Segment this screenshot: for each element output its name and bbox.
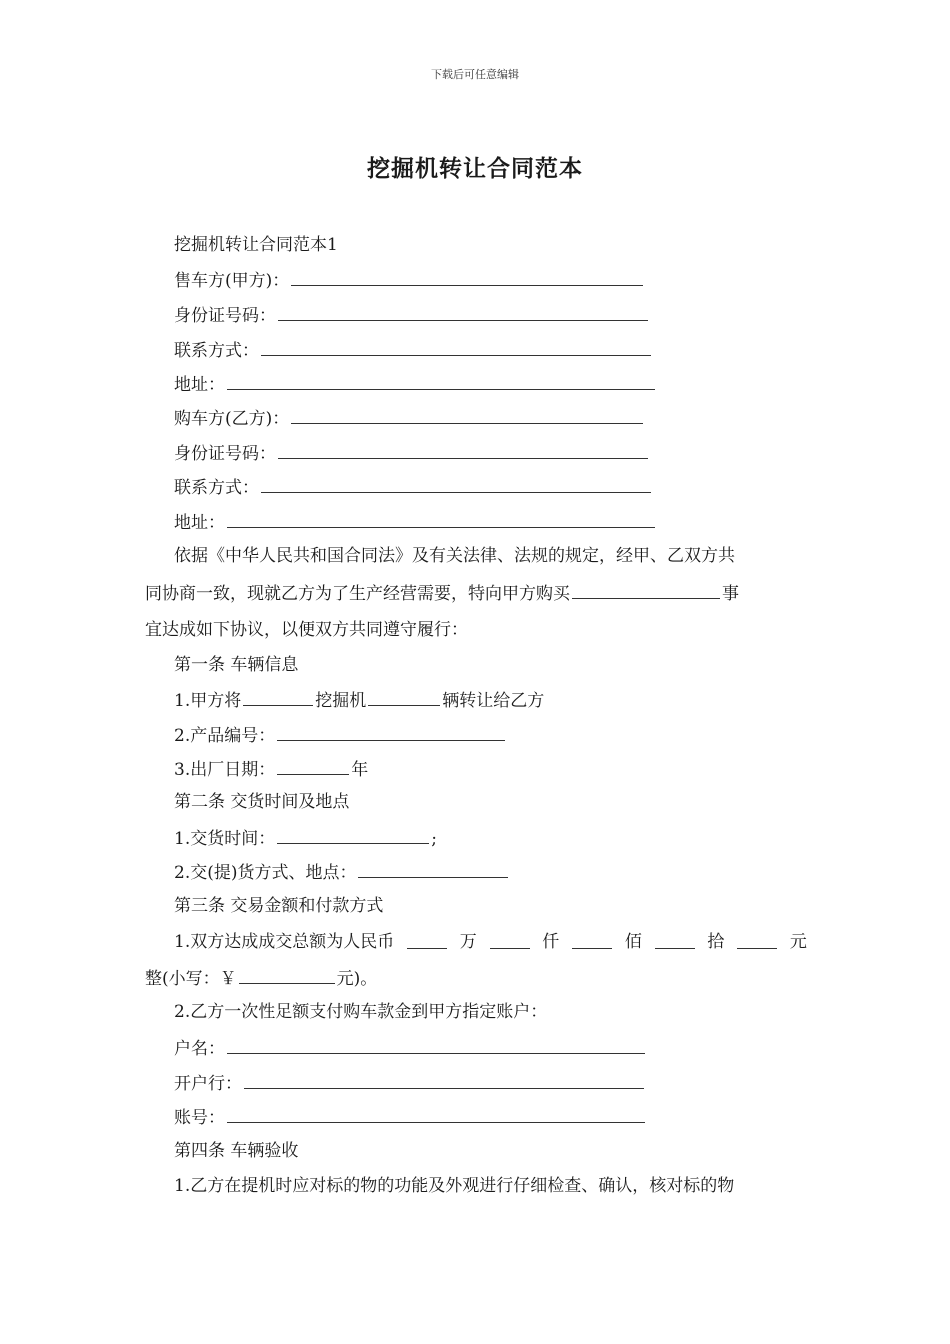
- article-3-item-1: [174, 929, 807, 955]
- buyer-party-label: 购车方(乙方)：: [174, 409, 290, 429]
- article-1-item-2: [174, 721, 507, 749]
- unit-yuan: 元: [789, 932, 807, 952]
- buyer-address-label: 地址：: [174, 513, 225, 533]
- article-1-item-3: [174, 755, 368, 783]
- lowercase-amount-label: 整(小写：￥: [145, 969, 237, 989]
- seller-party-row: [174, 266, 645, 294]
- quantity-blank-2: [368, 686, 440, 706]
- article-3-item-2: 2.乙方一次性足额支付购车款金到甲方指定账户：: [174, 1002, 548, 1022]
- delivery-time-label: 1.交货时间：: [174, 829, 276, 849]
- delivery-time-blank: [277, 824, 429, 844]
- lowercase-amount-blank: [239, 964, 335, 984]
- unit-bai: 佰: [624, 932, 642, 952]
- article-1-item-1: [174, 686, 544, 714]
- buyer-contact-label: 联系方式：: [174, 478, 259, 498]
- factory-date-label: 3.出厂日期：: [174, 760, 276, 780]
- seller-contact-row: [174, 336, 653, 364]
- product-number-blank: [277, 721, 505, 741]
- article-1-item-1-c: 辆转让给乙方: [442, 691, 545, 711]
- seller-contact-label: 联系方式：: [174, 341, 259, 361]
- total-amount-label: 1.双方达成成交总额为人民币: [174, 932, 395, 952]
- seller-id-blank: [278, 301, 648, 321]
- intro-line-2-end: 事: [722, 584, 739, 604]
- amount-wan-blank: [407, 929, 447, 949]
- seller-contact-blank: [261, 336, 651, 356]
- amount-shi-blank: [655, 929, 695, 949]
- seller-id-label: 身份证号码：: [174, 306, 276, 326]
- seller-address-blank: [227, 370, 655, 390]
- seller-party-blank: [291, 266, 643, 286]
- article-1-heading: 第一条 车辆信息: [174, 655, 299, 675]
- document-title: 挖掘机转让合同范本: [367, 155, 583, 182]
- delivery-place-blank: [358, 858, 508, 878]
- seller-party-label: 售车方(甲方)：: [174, 271, 290, 291]
- header-note: 下载后可任意编辑: [431, 68, 519, 81]
- factory-year-unit: 年: [351, 760, 369, 780]
- account-number-label: 账号：: [174, 1108, 225, 1128]
- intro-line-2-text: 同协商一致，现就乙方为了生产经营需要，特向甲方购买: [145, 584, 570, 604]
- account-number-row: [174, 1103, 647, 1131]
- unit-shi: 拾: [707, 932, 725, 952]
- subtitle: 挖掘机转让合同范本1: [174, 235, 338, 255]
- seller-id-row: [174, 301, 650, 329]
- buyer-party-row: [174, 404, 645, 432]
- account-name-blank: [227, 1034, 645, 1054]
- article-3-item-1-line-2: [145, 964, 377, 992]
- lowercase-amount-end: 元)。: [336, 969, 378, 989]
- account-name-row: [174, 1034, 647, 1062]
- account-number-blank: [227, 1103, 645, 1123]
- buyer-id-row: [174, 439, 650, 467]
- buyer-contact-blank: [261, 473, 651, 493]
- quantity-blank-1: [243, 686, 313, 706]
- article-2-item-1: [174, 824, 437, 852]
- seller-address-row: [174, 370, 657, 398]
- intro-line-3: 宜达成如下协议，以便双方共同遵守履行：: [145, 620, 468, 640]
- intro-line-2: [145, 579, 739, 607]
- product-number-label: 2.产品编号：: [174, 726, 276, 746]
- article-1-item-1-b: 挖掘机: [315, 691, 367, 711]
- delivery-time-end: ;: [431, 829, 437, 849]
- article-2-heading: 第二条 交货时间及地点: [174, 792, 350, 812]
- purchase-item-blank: [572, 579, 720, 599]
- bank-label: 开户行：: [174, 1074, 242, 1094]
- buyer-address-row: [174, 508, 657, 536]
- article-3-heading: 第三条 交易金额和付款方式: [174, 896, 384, 916]
- article-2-item-2: [174, 858, 510, 886]
- unit-wan: 万: [459, 932, 477, 952]
- factory-year-blank: [277, 755, 349, 775]
- article-4-heading: 第四条 车辆验收: [174, 1141, 299, 1161]
- intro-line-1: 依据《中华人民共和国合同法》及有关法律、法规的规定，经甲、乙双方共: [174, 546, 735, 566]
- bank-row: [174, 1069, 646, 1097]
- amount-yuan-blank: [737, 929, 777, 949]
- article-4-item-1: 1.乙方在提机时应对标的物的功能及外观进行仔细检查、确认，核对标的物: [174, 1176, 735, 1196]
- delivery-place-label: 2.交(提)货方式、地点：: [174, 863, 357, 883]
- seller-address-label: 地址：: [174, 375, 225, 395]
- amount-bai-blank: [572, 929, 612, 949]
- account-name-label: 户名：: [174, 1039, 225, 1059]
- buyer-id-label: 身份证号码：: [174, 444, 276, 464]
- bank-blank: [244, 1069, 644, 1089]
- buyer-id-blank: [278, 439, 648, 459]
- amount-qian-blank: [490, 929, 530, 949]
- buyer-contact-row: [174, 473, 653, 501]
- buyer-party-blank: [291, 404, 643, 424]
- buyer-address-blank: [227, 508, 655, 528]
- article-1-item-1-a: 1.甲方将: [174, 691, 242, 711]
- unit-qian: 仟: [542, 932, 560, 952]
